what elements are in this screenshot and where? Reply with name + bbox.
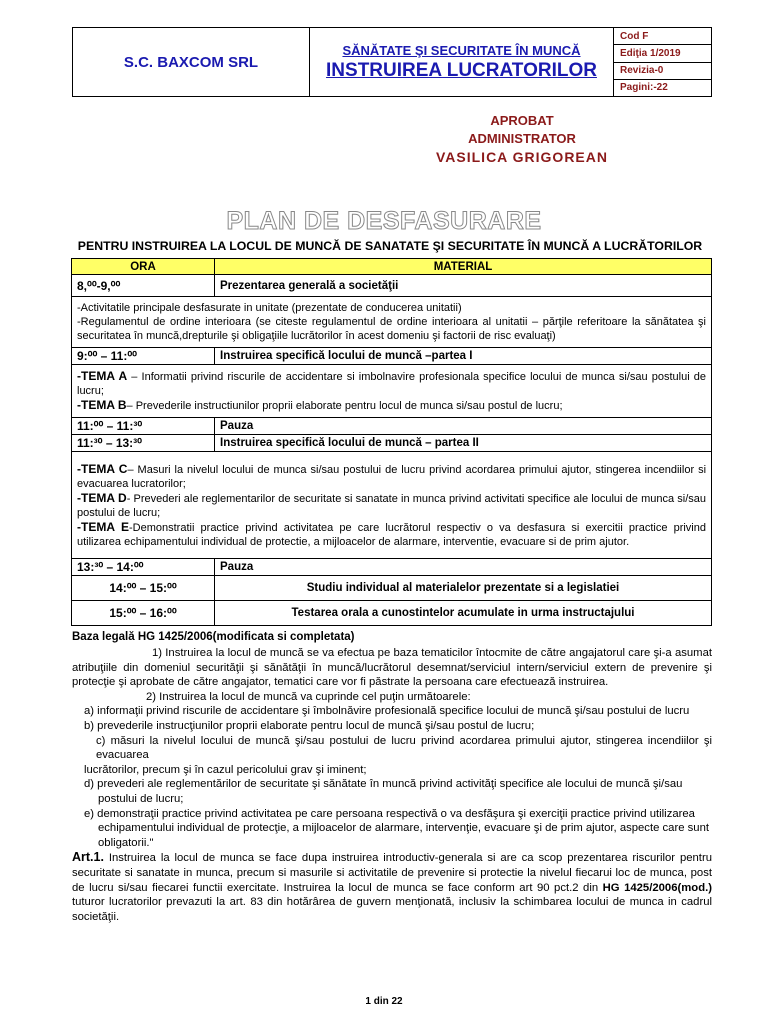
approval-block: [422, 112, 622, 166]
document-meta: [614, 28, 711, 96]
row-material: Testarea orala a cunostintelor acumulate in urma instructajului: [215, 601, 712, 626]
row-time: 13:³⁰ – 14:⁰⁰: [72, 559, 215, 576]
tema-d-text: - Prevederi ale reglementarilor de securitate si sanatate in munca privind activitati specifice ale locului de munca si/sau postului de lucru;: [77, 492, 706, 519]
meta-pages: Pagini:-22: [620, 82, 668, 94]
row-material: Prezentarea generală a societăţii: [215, 275, 712, 297]
row-material: Instruirea specifică locului de muncă –partea I: [215, 348, 712, 365]
paragraph-1: 1) Instruirea la locul de muncă se va efectua pe baza tematicilor întocmite de către angajatorul care şi-a asumat atribuţiile din domeniul securităţii şi sănătăţii în muncă/lucrătorul desemnat/serviciul intern/serviciul extern de prevenire şi protecţie şi aprobate de către angajator, tematici care vor fi păstrate la persoana care efectuează instruirea.: [72, 647, 712, 689]
table-row: [72, 452, 712, 559]
header-title-line1: SĂNĂTATE ŞI SECURITATE ÎN MUNCĂ: [342, 42, 581, 58]
row-material: Studiu individual al materialelor prezentate si a legislatiei: [215, 576, 712, 601]
table-row: [72, 418, 712, 435]
approver-name: VASILICA GRIGOREAN: [435, 149, 608, 165]
row-time: 15:⁰⁰ – 16:⁰⁰: [72, 601, 215, 626]
item-b: b) prevederile instrucţiunilor proprii elaborate pentru locul de muncă şi/sau postul de lucru;: [84, 719, 535, 732]
table-row: [72, 348, 712, 365]
row-material: Instruirea specifică locului de muncă – partea II: [215, 435, 712, 452]
legal-body: [72, 646, 712, 924]
tema-c-label: -TEMA C: [77, 461, 128, 476]
tema-e-text: -Demonstratii practice privind activitatea pe care lucrătorul respectiv o va desfasura si exercitii practice privind utilizarea echipamentului individual de protectie, a mijloacelor de alarmare, interventie, evacuare si de prim ajutor.: [77, 521, 706, 548]
row-material: Pauza: [215, 559, 712, 576]
plan-subtitle: PENTRU INSTRUIREA LA LOCUL DE MUNCĂ DE SANATATE ŞI SECURITATE ÎN MUNCĂ A LUCRĂTORILOR: [77, 239, 703, 253]
article-1-text-b: tuturor lucratorilor prevazuti la art. 83 din hotărârea de guvern menţionată, inclusiv la schimbarea locului de munca in cadrul societăţii.: [72, 896, 712, 923]
row-details: [72, 365, 712, 418]
article-1-text-a: Instruirea la locul de munca se face dupa instruirea introductiv-generala si are ca scop prezentarea riscurilor pentru securitate si sanatate in munca, precum si masurile si activitatile de prevenire si protectie la nivelul fiecarui loc de munca, post de lucru si/sau fiecarei functii exercitate. Instruirea la locul de munca se face conform art 90 pct.2 din: [72, 852, 712, 894]
item-a: a) informaţii privind riscurile de accidentare şi îmbolnăvire profesională specifice locului de muncă şi/sau postului de lucru: [84, 705, 690, 718]
page-number: 1 din 22: [365, 996, 403, 1007]
meta-revision: Revizia-0: [614, 63, 711, 80]
tema-b-text: – Prevederile instructiunilor proprii elaborate pentru locul de munca si/sau postul de lucru;: [126, 400, 563, 412]
item-e: e) demonstraţii practice privind activitatea pe care persoana respectivă o va desfăşura şi exerciţii practice privind utilizarea: [84, 807, 695, 820]
item-d-cont: postului de lucru;: [98, 792, 184, 805]
approval-line1: APROBAT: [490, 113, 554, 128]
article-1-label: Art.1.: [72, 850, 104, 865]
item-e-cont2: obligatorii.": [98, 836, 154, 849]
row-time: 11:³⁰ – 13:³⁰: [72, 435, 215, 452]
row-material: Pauza: [215, 418, 712, 435]
article-1: [72, 850, 712, 924]
approval-line2: ADMINISTRATOR: [468, 131, 576, 146]
item-d: d) prevederi ale reglementărilor de securitate şi sănătate în muncă privind activităţi specifice ale locului de muncă şi/sau: [84, 778, 683, 791]
table-header-row: [72, 259, 712, 275]
table-row: [72, 275, 712, 297]
item-c-cont: lucrătorilor, precum şi în cazul pericolului grav şi iminent;: [84, 763, 367, 776]
legal-basis-title: Baza legală HG 1425/2006(modificata si completata): [72, 631, 355, 643]
company-name: S.C. BAXCOM SRL: [73, 28, 310, 96]
col-material: MATERIAL: [215, 259, 712, 275]
table-row: [72, 365, 712, 418]
tema-e-label: -TEMA E: [77, 519, 129, 534]
table-row: [72, 297, 712, 348]
row-details: [72, 452, 712, 559]
tema-b-label: -TEMA B: [77, 398, 127, 412]
tema-a-label: -TEMA A: [77, 369, 128, 383]
item-e-cont1: echipamentului individual de protecţie, a mijloacelor de alarmare, intervenţie, evacuare şi de prim ajutor, aspecte care sunt: [98, 822, 709, 835]
tema-a-text: – Informatii privind riscurile de accidentare si imbolnavire profesionala specifice locului de munca si/sau postului de lucru;: [77, 371, 706, 397]
paragraph-2: 2) Instruirea la locul de muncă va cuprinde cel puţin următoarele:: [146, 690, 471, 703]
item-c: c) măsuri la nivelul locului de muncă şi/sau postului de lucru privind acordarea primului ajutor, stingerea incendiilor şi evacuarea: [96, 734, 712, 762]
header-title-line2: INSTRUIREA LUCRATORILOR: [326, 59, 597, 81]
col-ora: ORA: [72, 259, 215, 275]
plan-title: PLAN DE DESFASURARE: [226, 207, 542, 235]
row-time: 14:⁰⁰ – 15:⁰⁰: [72, 576, 215, 601]
table-row: [72, 601, 712, 626]
table-row: [72, 435, 712, 452]
document-header: [72, 27, 712, 97]
article-1-hg: HG 1425/2006(mod.): [602, 881, 712, 894]
tema-d-label: -TEMA D: [77, 490, 127, 505]
row-details: -Activitatile principale desfasurate in unitate (prezentate de conducerea unitatii) -Regulamentul de ordine interioara (se citeste regulamentul de ordine interioara al unitatii – părţile referitoare la sănătatea şi securitatea în muncă,drepturile şi obligaţiile lucrătorilor în acest domeniu şi factorii de risc evaluaţi): [72, 297, 712, 348]
row-time: 8,⁰⁰-9,⁰⁰: [72, 275, 215, 297]
tema-c-text: – Masuri la nivelul locului de munca si/sau postului de lucru privind acordarea primului ajutor, stingerea incendiilor si evacuarea lucratorilor;: [77, 463, 707, 490]
meta-edition: Ediţia 1/2019: [614, 45, 711, 62]
table-row: [72, 576, 712, 601]
row-time: 9:⁰⁰ – 11:⁰⁰: [72, 348, 215, 365]
schedule-table: [71, 258, 712, 626]
table-row: [72, 559, 712, 576]
meta-code: Cod F: [614, 28, 711, 45]
row-time: 11:⁰⁰ – 11:³⁰: [72, 418, 215, 435]
header-title: [310, 28, 614, 96]
